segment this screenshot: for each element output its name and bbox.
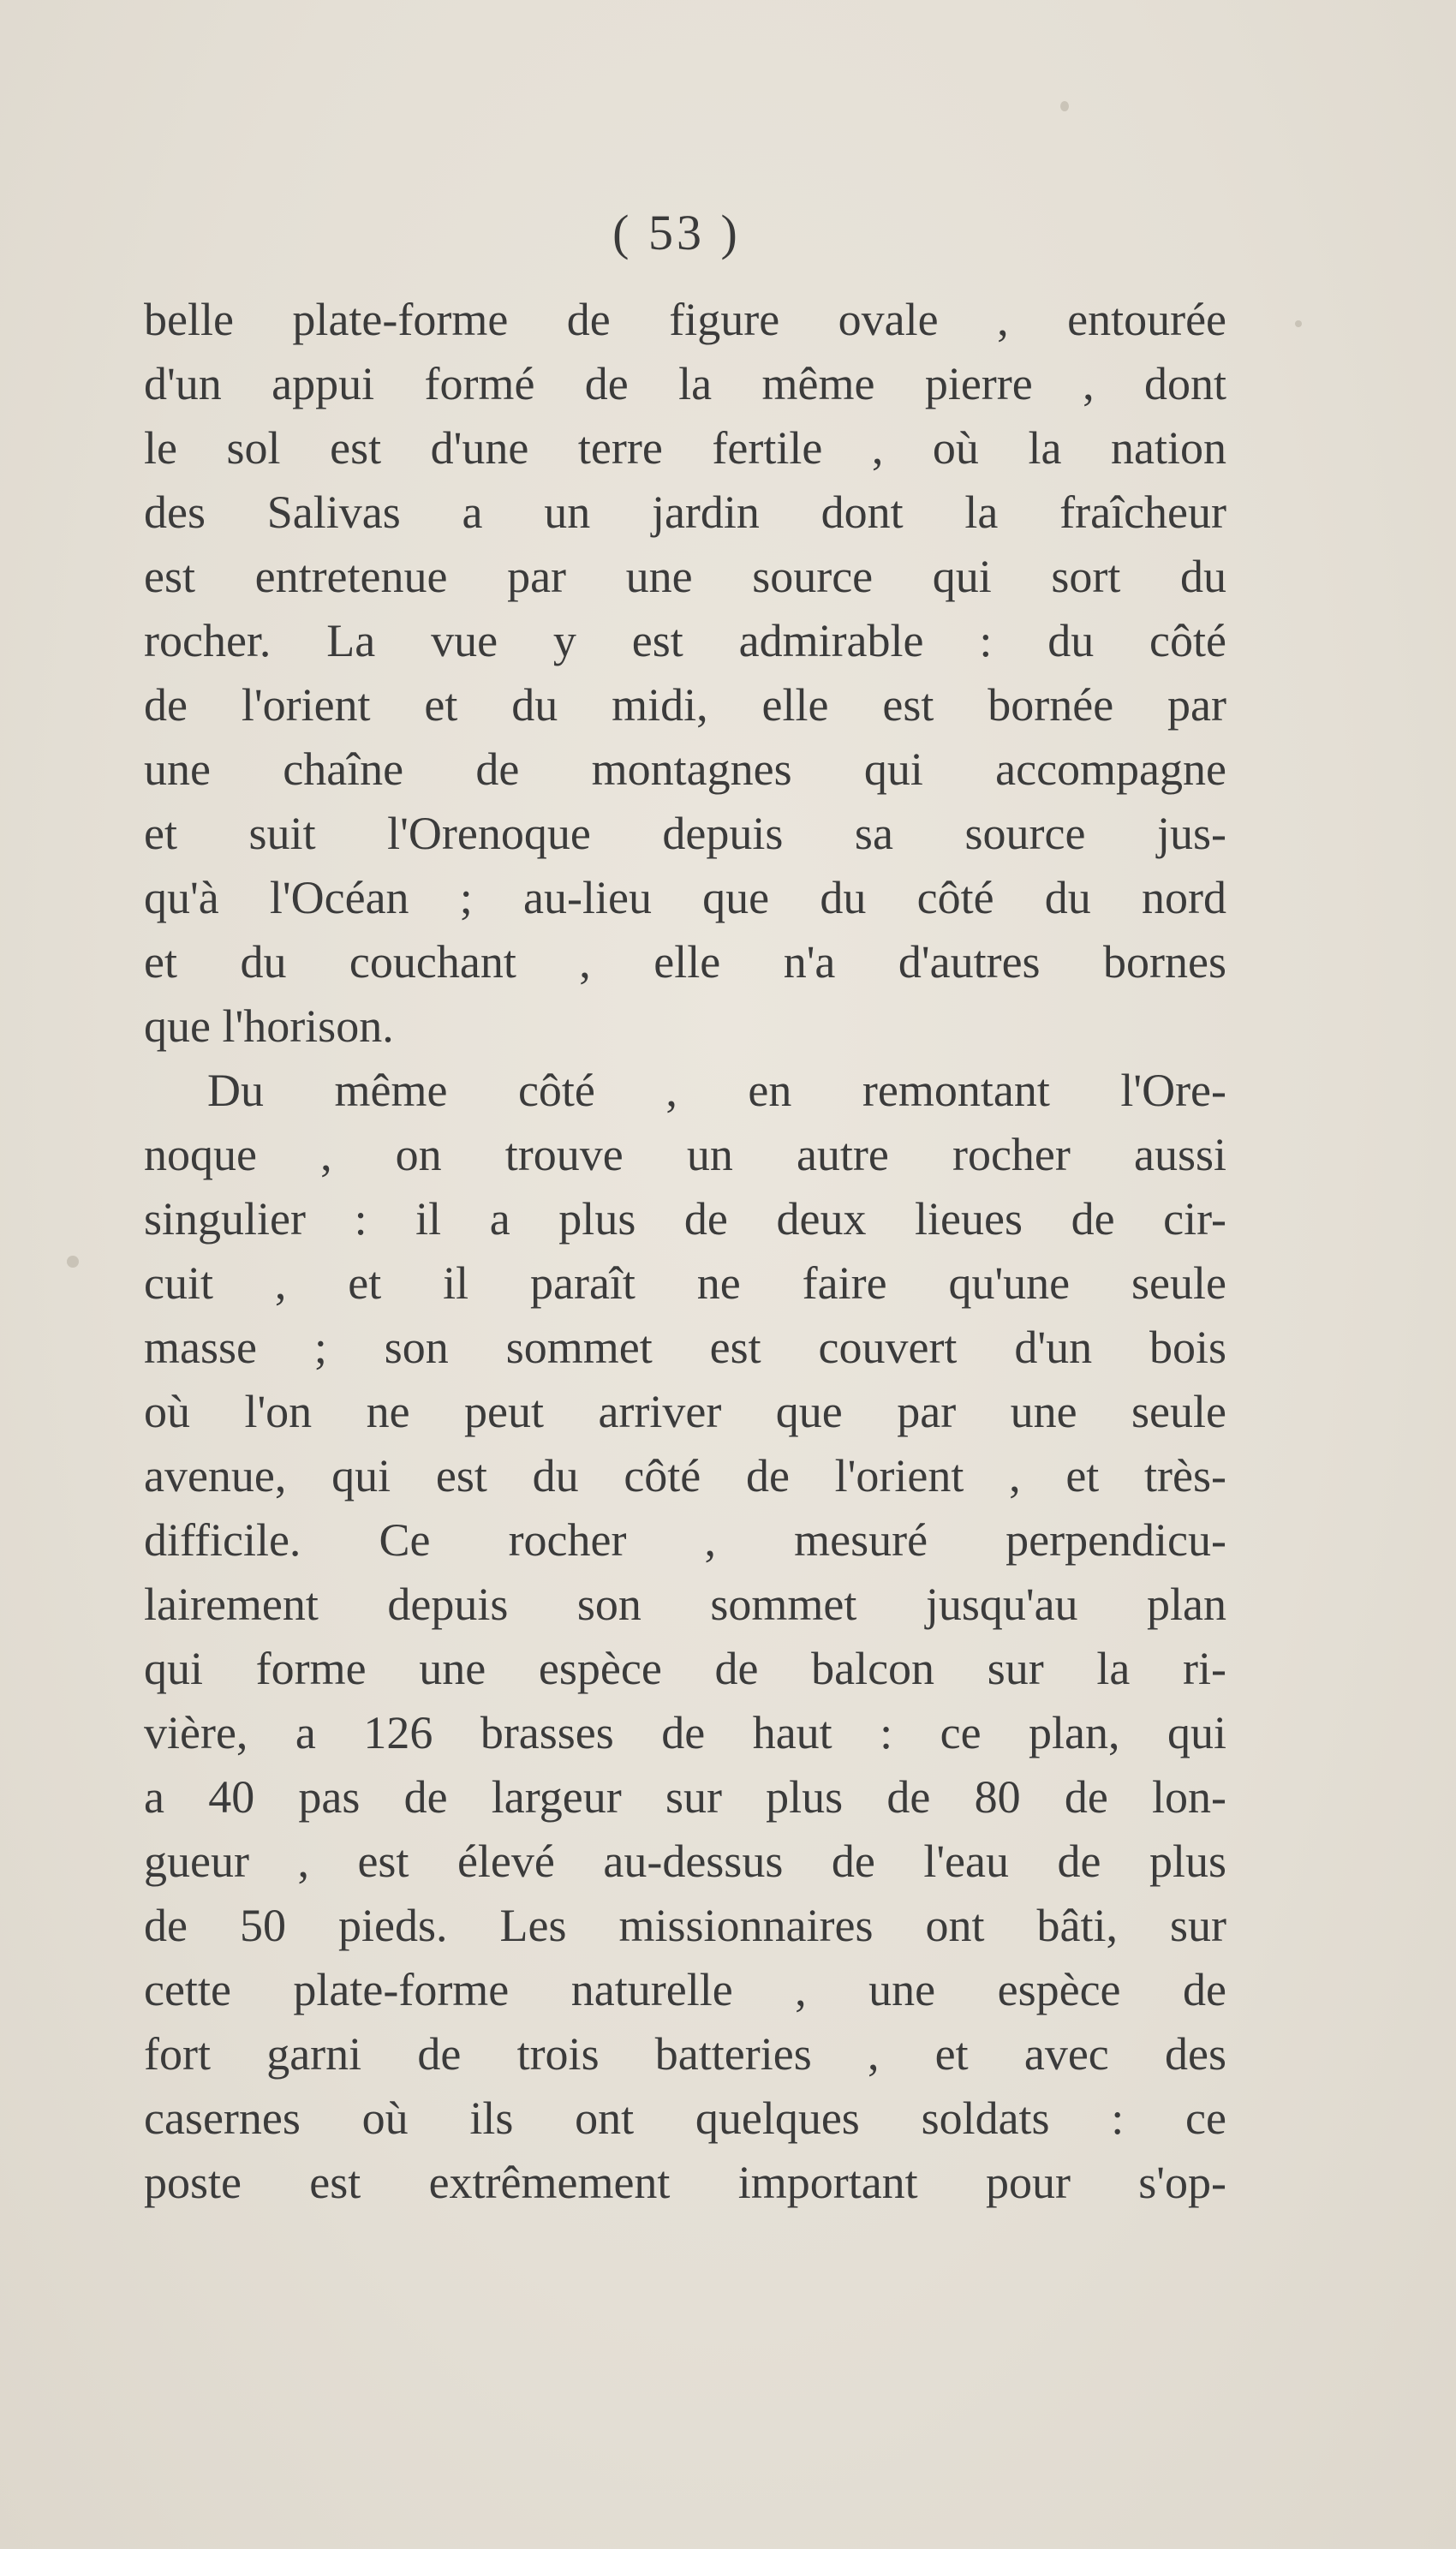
text-line: une chaîne de montagnes qui accompagne xyxy=(144,743,1226,795)
text-line: avenue, qui est du côté de l'orient , et très- xyxy=(144,1450,1226,1501)
text-line: qu'à l'Océan ; au-lieu que du côté du nord xyxy=(144,872,1226,923)
paper-speck xyxy=(67,1256,79,1268)
text-line: qui forme une espèce de balcon sur la ri- xyxy=(144,1643,1226,1694)
paragraph-end-line: que l'horison. xyxy=(144,1000,394,1052)
text-line: et du couchant , elle n'a d'autres bornes xyxy=(144,936,1226,988)
text-line: cette plate-forme naturelle , une espèce de xyxy=(144,1964,1226,2015)
text-line: a 40 pas de largeur sur plus de 80 de lon- xyxy=(144,1771,1226,1823)
paper-speck xyxy=(1295,320,1302,327)
text-line: rocher. La vue y est admirable : du côté xyxy=(144,615,1226,666)
text-line: des Salivas a un jardin dont la fraîcheur xyxy=(144,487,1226,538)
text-line: difficile. Ce rocher , mesuré perpendicu- xyxy=(144,1514,1226,1566)
text-line: de l'orient et du midi, elle est bornée par xyxy=(144,679,1226,731)
text-line: et suit l'Orenoque depuis sa source jus- xyxy=(144,808,1226,859)
paper-speck xyxy=(1060,101,1069,111)
body-text xyxy=(144,288,1226,2215)
text-line: de 50 pieds. Les missionnaires ont bâti, sur xyxy=(144,1900,1226,1951)
paragraph-start-line: Du même côté , en remontant l'Ore- xyxy=(207,1065,1226,1116)
text-line: d'un appui formé de la même pierre , dont xyxy=(144,358,1226,409)
text-line: masse ; son sommet est couvert d'un bois xyxy=(144,1322,1226,1373)
text-line: singulier : il a plus de deux lieues de cir- xyxy=(144,1193,1226,1245)
text-line: fort garni de trois batteries , et avec des xyxy=(144,2028,1226,2080)
text-line: poste est extrêmement important pour s'op- xyxy=(144,2157,1226,2208)
text-line: gueur , est élevé au-dessus de l'eau de plus xyxy=(144,1836,1226,1887)
text-line: le sol est d'une terre fertile , où la nation xyxy=(144,422,1226,474)
text-line: où l'on ne peut arriver que par une seule xyxy=(144,1386,1226,1437)
text-line: lairement depuis son sommet jusqu'au plan xyxy=(144,1579,1226,1630)
text-line: vière, a 126 brasses de haut : ce plan, qui xyxy=(144,1707,1226,1758)
text-line: cuit , et il paraît ne faire qu'une seule xyxy=(144,1257,1226,1309)
text-line: noque , on trouve un autre rocher aussi xyxy=(144,1129,1226,1180)
text-line: est entretenue par une source qui sort du xyxy=(144,551,1226,602)
page-number: ( 53 ) xyxy=(612,205,741,260)
text-line: belle plate-forme de figure ovale , entourée xyxy=(144,294,1226,345)
text-line: casernes où ils ont quelques soldats : ce xyxy=(144,2092,1226,2144)
